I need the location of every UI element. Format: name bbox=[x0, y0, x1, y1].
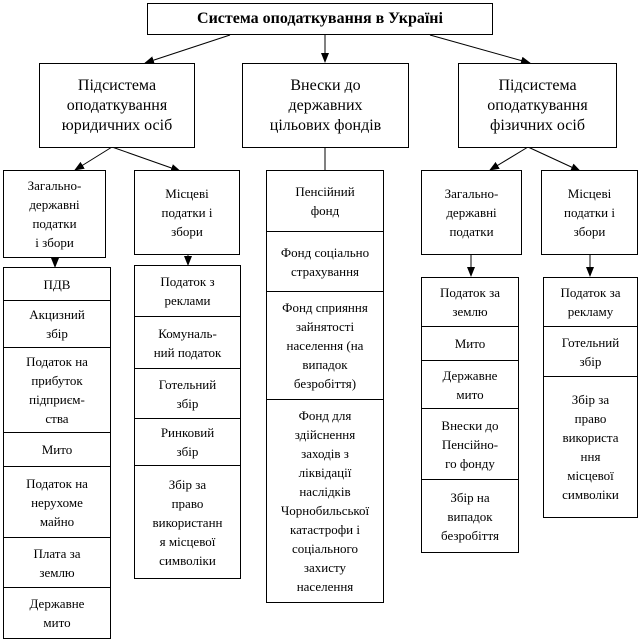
list-item: Збір за право використа ння місцевої символіки bbox=[544, 376, 637, 517]
list-item: Податок за землю bbox=[439, 285, 501, 319]
list-item: Плата за землю bbox=[4, 537, 110, 587]
list-item: Готельний збір bbox=[544, 326, 637, 376]
list-item: Державне мито bbox=[422, 360, 518, 408]
individual-national-list bbox=[421, 277, 519, 553]
funds-list bbox=[266, 170, 384, 603]
individual-local-list bbox=[543, 277, 638, 518]
subsystem-legal-entities bbox=[39, 63, 195, 148]
list-item: Комуналь- ний податок bbox=[135, 316, 240, 368]
individual-local-taxes bbox=[541, 170, 638, 255]
list-item: Фонд сприяння зайнятості населення (на випадок безробіття) bbox=[267, 291, 383, 399]
list-item: ПДВ bbox=[43, 276, 71, 292]
arrow-individuals-to-local bbox=[528, 147, 580, 171]
list-item: Внески до Пенсійно- го фонду bbox=[422, 408, 518, 479]
arrow-legal-to-national bbox=[75, 147, 112, 170]
arrow-individuals-to-national bbox=[490, 147, 528, 170]
arrow-title-to-individuals bbox=[430, 35, 530, 63]
list-item: Акцизний збір bbox=[4, 300, 110, 347]
list-item: Податок з реклами bbox=[160, 274, 215, 308]
list-item: Податок на прибуток підприєм- ства bbox=[4, 347, 110, 432]
legal-local-taxes bbox=[134, 170, 240, 255]
list-item: Мито bbox=[422, 326, 518, 360]
list-item: Податок за рекламу bbox=[560, 285, 621, 319]
list-item: Державне мито bbox=[4, 587, 110, 638]
state-funds-contributions-label: Внески до державних цільових фондів bbox=[269, 76, 382, 134]
list-item: Ринковий збір bbox=[135, 418, 240, 465]
list-item: Збір на випадок безробіття bbox=[422, 479, 518, 552]
list-item: Пенсійний фонд bbox=[295, 184, 355, 218]
legal-local-taxes-label: Місцеві податки і збори bbox=[161, 186, 213, 239]
subsystem-individuals-label: Підсистема оподаткування фізичних осіб bbox=[487, 76, 588, 134]
legal-national-taxes-label: Загально- державні податки і збори bbox=[27, 178, 82, 250]
subsystem-legal-entities-label: Підсистема оподаткування юридичних осіб bbox=[61, 76, 173, 134]
individual-local-taxes-label: Місцеві податки і збори bbox=[564, 186, 615, 239]
list-item: Збір за право використанн я місцевої символіки bbox=[135, 465, 240, 578]
arrow-title-to-legal bbox=[145, 35, 230, 63]
subsystem-individuals bbox=[458, 63, 617, 148]
legal-local-list bbox=[134, 265, 241, 579]
diagram-title: Система оподаткування в Україні bbox=[147, 3, 493, 35]
individual-national-taxes-label: Загально- державні податки bbox=[444, 186, 499, 239]
state-funds-contributions bbox=[242, 63, 409, 148]
list-item: Готельний збір bbox=[135, 368, 240, 418]
legal-national-taxes bbox=[3, 170, 106, 258]
individual-national-taxes bbox=[421, 170, 522, 255]
arrow-legal-to-local bbox=[112, 147, 180, 171]
list-item: Фонд соціально страхування bbox=[267, 231, 383, 291]
list-item: Мито bbox=[4, 432, 110, 466]
list-item: Фонд для здійснення заходів з ліквідації наслідків Чорнобильської катастрофи і соціального захисту населення bbox=[267, 399, 383, 602]
legal-national-list bbox=[3, 267, 111, 639]
list-item: Податок на нерухоме майно bbox=[4, 466, 110, 537]
